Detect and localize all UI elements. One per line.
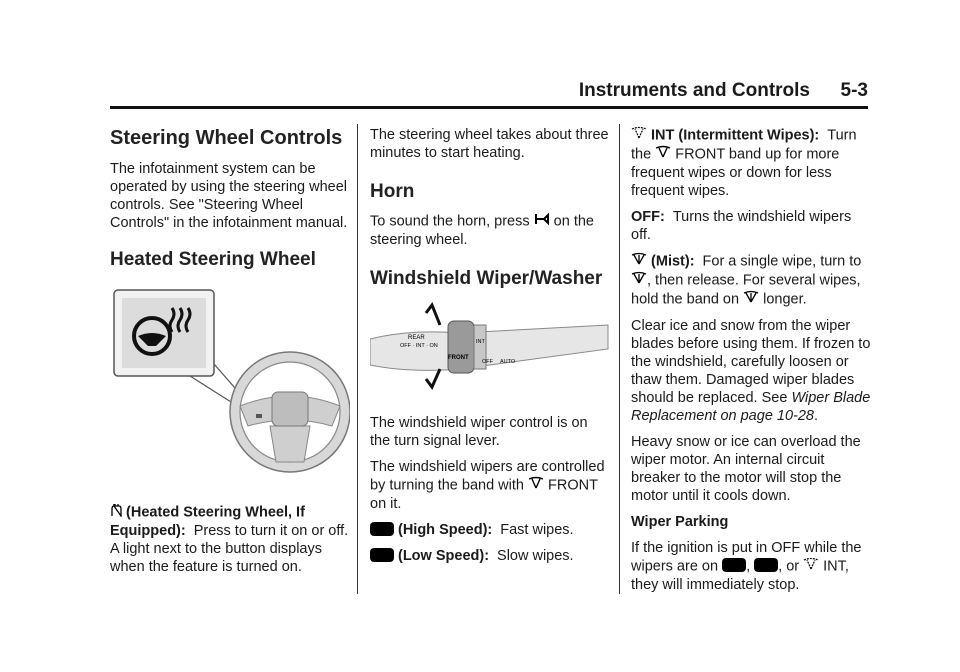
heading-steering-wheel-controls: Steering Wheel Controls	[110, 127, 343, 149]
heated-wheel-label: (Heated Steering Wheel, If Equipped):	[110, 504, 305, 539]
off-paragraph	[631, 208, 871, 244]
fig-label-auto: AUTO	[500, 359, 516, 365]
heading-wiper-parking: Wiper Parking	[631, 514, 729, 530]
section-title: Instruments and Controls	[578, 80, 810, 101]
wiper-control-text: The windshield wiper control is on the turn signal lever.	[370, 415, 588, 449]
wiper-band-paragraph	[370, 458, 610, 513]
low-speed-icon	[754, 558, 778, 572]
heated-steering-wheel-figure	[110, 286, 350, 491]
low-speed-label: (Low Speed):	[398, 548, 490, 564]
heated-wheel-icon	[110, 503, 122, 522]
off-desc: Turns the windshield wipers off.	[631, 209, 852, 243]
intermittent-wiper-icon	[803, 557, 819, 576]
fig-label-off-int-on: OFF · INT · ON	[400, 343, 438, 349]
column-3	[631, 126, 871, 602]
heading-windshield-wiper: Windshield Wiper/Washer	[370, 268, 603, 289]
int-desc-2: FRONT band up for more frequent wipes or down for less frequent wipes.	[631, 146, 840, 199]
clear-ice-text: Clear ice and snow from the wiper blades before using them. If frozen to the windshield, carefully loosen or thaw them. Damaged wiper blades should be replaced. See	[631, 318, 871, 406]
parking-sep-2: , or	[778, 558, 800, 575]
low-speed-paragraph	[370, 547, 610, 565]
column-2	[370, 126, 610, 573]
high-speed-icon	[722, 558, 746, 572]
parking-int: INT,	[823, 558, 849, 575]
mist-desc-3: longer.	[763, 291, 807, 308]
wiper-band-text-pre: The windshield wipers are controlled by turning the band with	[370, 459, 605, 494]
heated-wheel-paragraph	[110, 503, 350, 576]
mist-desc-1: For a single wipe, turn to	[702, 253, 862, 270]
high-speed-desc: Fast wipes.	[500, 522, 574, 538]
fig-label-off: OFF	[482, 359, 493, 365]
mist-label: (Mist):	[651, 253, 695, 270]
wiper-icon	[528, 476, 544, 495]
wiper-band-text-post: FRONT on it.	[370, 477, 598, 512]
column-1	[110, 126, 350, 584]
fig-label-rear: REAR	[408, 335, 425, 341]
column-divider	[357, 124, 358, 594]
high-speed-paragraph	[370, 521, 610, 539]
int-paragraph	[631, 126, 871, 200]
mist-icon	[743, 290, 759, 309]
high-speed-label: (High Speed):	[398, 522, 493, 538]
low-speed-desc: Slow wipes.	[497, 548, 574, 564]
heating-time-text: The steering wheel takes about three minutes to start heating.	[370, 127, 609, 161]
low-speed-icon	[370, 548, 394, 562]
wiper-blade-replacement-link[interactable]: Wiper Blade Replacement on page 10-28	[631, 390, 871, 424]
horn-icon	[534, 212, 550, 231]
high-speed-icon	[370, 522, 394, 536]
parking-paragraph	[631, 539, 871, 594]
horn-text-post: on the steering wheel.	[370, 213, 594, 248]
horn-paragraph	[370, 212, 610, 249]
intermittent-wiper-icon	[631, 126, 647, 145]
steering-controls-text: The infotainment system can be operated by using the steering wheel controls. See "Steering Wheel Controls" in the infotainment manual.	[110, 161, 348, 231]
mist-paragraph	[631, 252, 871, 309]
column-divider	[619, 124, 620, 594]
mist-icon	[631, 252, 647, 271]
page-number: 5-3	[840, 80, 868, 101]
parking-text-2: they will immediately stop.	[631, 577, 800, 593]
mist-icon	[631, 271, 647, 290]
int-desc-1: Turn the	[631, 127, 857, 163]
fig-label-front: FRONT	[448, 355, 469, 361]
fig-label-int: INT	[476, 339, 485, 345]
mist-desc-2: , then release. For several wipes, hold the band on	[631, 272, 861, 308]
heated-wheel-desc: Press to turn it on or off. A light next to the button displays when the feature is turned on.	[110, 523, 349, 575]
parking-sep-1: ,	[746, 558, 751, 575]
wiper-icon	[655, 145, 671, 164]
off-label: OFF:	[631, 209, 665, 225]
clear-ice-paragraph	[631, 317, 871, 425]
heavy-snow-text: Heavy snow or ice can overload the wiper motor. An internal circuit breaker to the motor will stop the motor until it cools down.	[631, 434, 861, 504]
page-header	[110, 78, 868, 109]
clear-ice-end: .	[814, 408, 819, 424]
heading-horn: Horn	[370, 181, 415, 202]
horn-text-pre: To sound the horn, press	[370, 213, 530, 230]
parking-text-1: If the ignition is put in OFF while the wipers are on	[631, 540, 862, 575]
wiper-lever-figure	[370, 299, 610, 404]
int-label: INT (Intermittent Wipes):	[651, 127, 820, 144]
heading-heated-steering-wheel: Heated Steering Wheel	[110, 249, 316, 270]
